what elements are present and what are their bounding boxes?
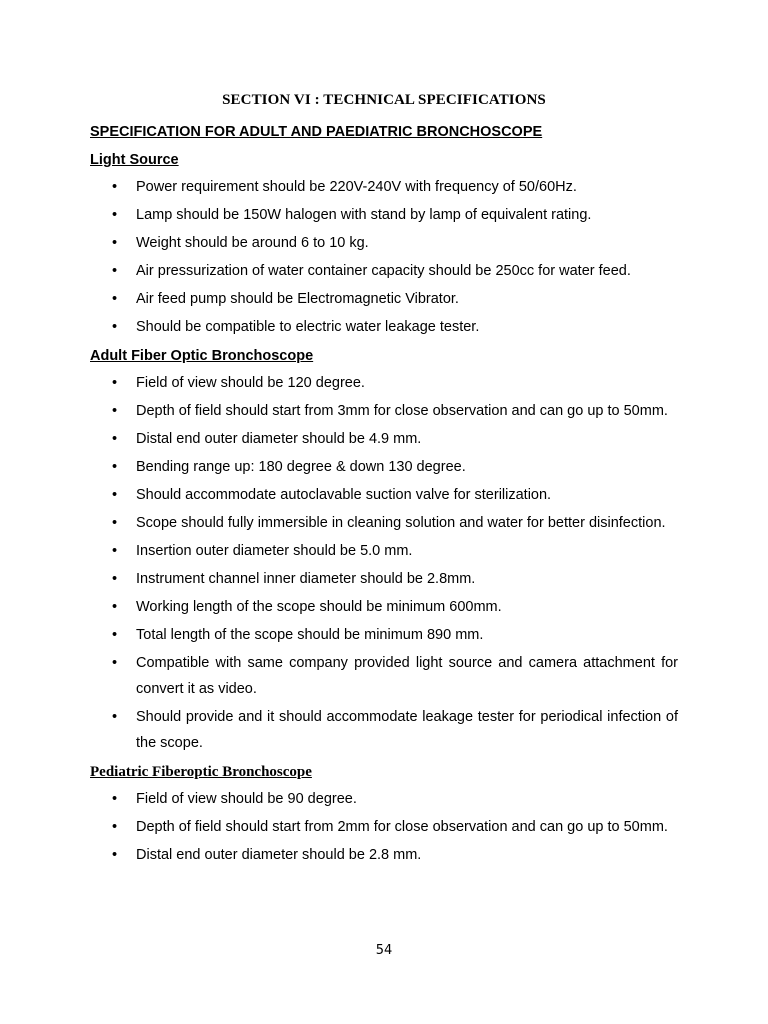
list-item: • Insertion outer diameter should be 5.0 mm.	[90, 538, 678, 564]
list-item: • Distal end outer diameter should be 2.8 mm.	[90, 842, 678, 868]
list-item: • Field of view should be 90 degree.	[90, 786, 678, 812]
pediatric-bronchoscope-heading: Pediatric Fiberoptic Bronchoscope	[90, 764, 312, 780]
light-source-list	[90, 174, 678, 340]
list-item: • Should be compatible to electric water leakage tester.	[90, 314, 678, 340]
pediatric-bronchoscope-list	[90, 786, 678, 868]
document-content	[90, 118, 678, 870]
list-item: • Depth of field should start from 2mm for close observation and can go up to 50mm.	[90, 814, 678, 840]
list-item: • Should accommodate autoclavable suction valve for sterilization.	[90, 482, 678, 508]
list-item: • Scope should fully immersible in cleaning solution and water for better disinfection.	[90, 510, 678, 536]
list-item: • Power requirement should be 220V-240V with frequency of 50/60Hz.	[90, 174, 678, 200]
list-item: • Compatible with same company provided light source and camera attachment for convert it as video.	[90, 650, 678, 702]
list-item: • Weight should be around 6 to 10 kg.	[90, 230, 678, 256]
list-item: • Instrument channel inner diameter should be 2.8mm.	[90, 566, 678, 592]
adult-bronchoscope-heading: Adult Fiber Optic Bronchoscope	[90, 348, 314, 364]
list-item: • Bending range up: 180 degree & down 130 degree.	[90, 454, 678, 480]
list-item: • Field of view should be 120 degree.	[90, 370, 678, 396]
list-item: • Air pressurization of water container capacity should be 250cc for water feed.	[90, 258, 678, 284]
list-item: • Should provide and it should accommodate leakage tester for periodical infection of the scope.	[90, 704, 678, 756]
light-source-heading: Light Source	[90, 152, 179, 168]
list-item: • Working length of the scope should be minimum 600mm.	[90, 594, 678, 620]
list-item: • Total length of the scope should be minimum 890 mm.	[90, 622, 678, 648]
list-item: • Distal end outer diameter should be 4.9 mm.	[90, 426, 678, 452]
section-title: SECTION VI : TECHNICAL SPECIFICATIONS	[222, 92, 546, 108]
list-item: • Depth of field should start from 3mm for close observation and can go up to 50mm.	[90, 398, 678, 424]
list-item: • Lamp should be 150W halogen with stand by lamp of equivalent rating.	[90, 202, 678, 228]
adult-bronchoscope-list	[90, 370, 678, 756]
page-number: 54	[375, 943, 393, 958]
main-heading: SPECIFICATION FOR ADULT AND PAEDIATRIC BRONCHOSCOPE	[90, 124, 543, 140]
list-item: • Air feed pump should be Electromagnetic Vibrator.	[90, 286, 678, 312]
